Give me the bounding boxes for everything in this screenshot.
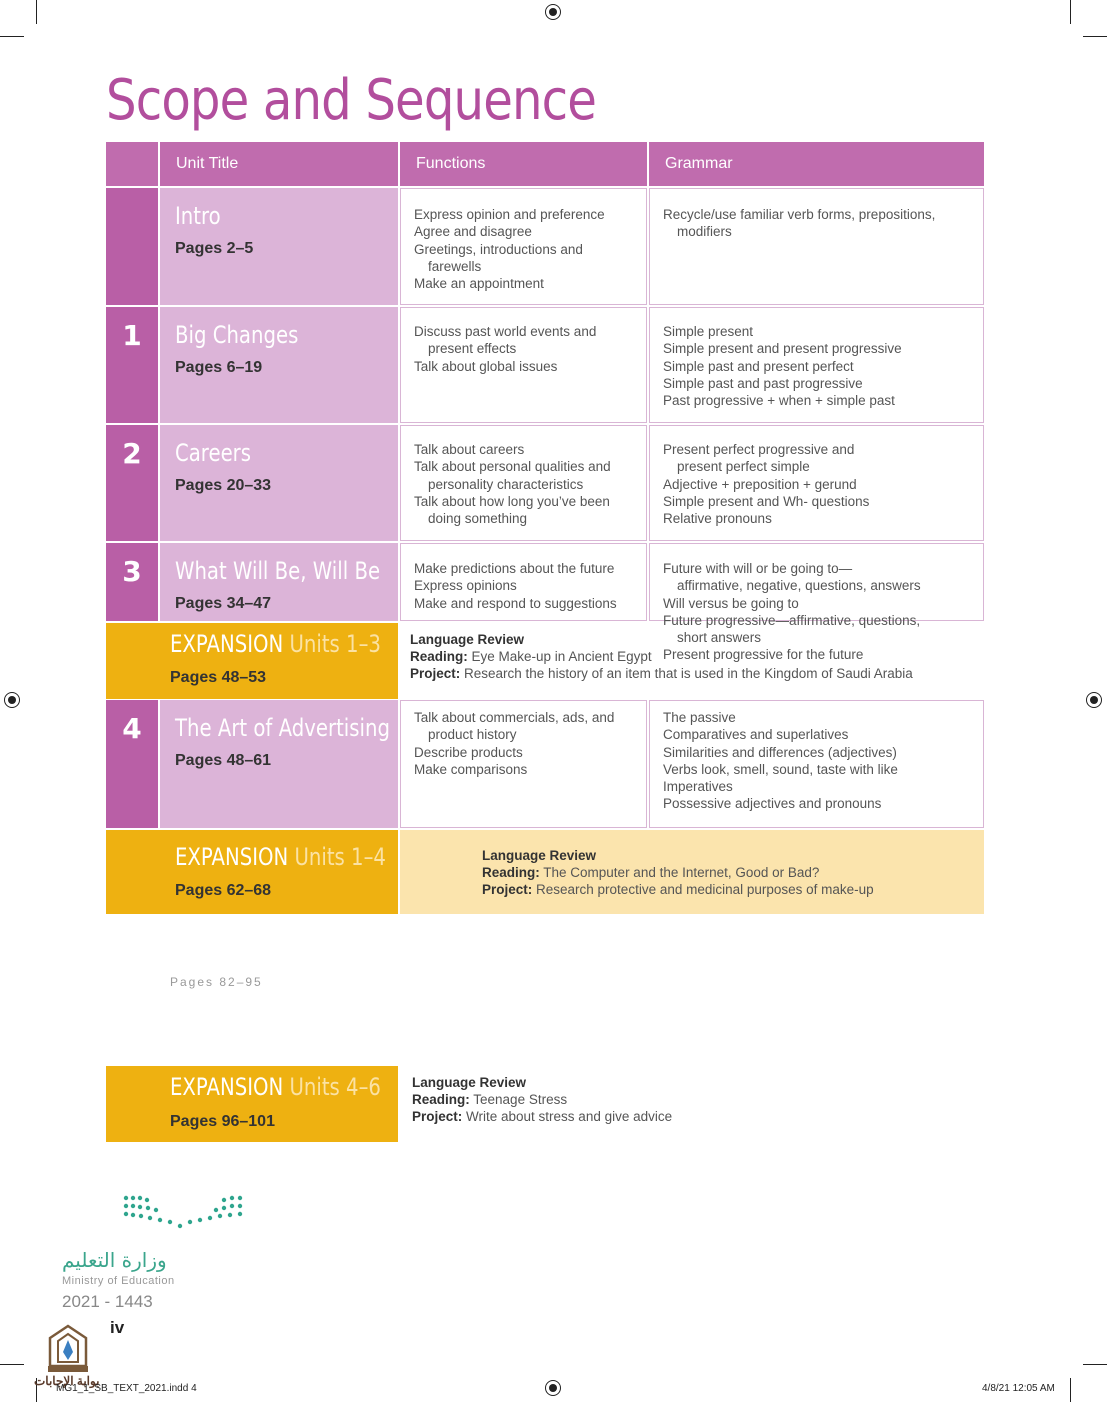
- expansion-project: [412, 1108, 672, 1125]
- expansion-title-bold: EXPANSION: [175, 843, 289, 871]
- footer-file: MG1_1_SB_TEXT_2021.indd 4: [56, 1383, 197, 1394]
- reading-text: The Computer and the Internet, Good or Bad?: [539, 865, 820, 880]
- language-review-label: Language Review: [482, 848, 597, 863]
- registration-mark-icon: [4, 692, 20, 708]
- watermark-text: بوابة الإجابات: [34, 1374, 100, 1388]
- function-item: Make predictions about the future: [414, 561, 615, 576]
- grammar-item: Possessive adjectives and pronouns: [663, 796, 882, 812]
- unit-number: 3: [122, 555, 142, 588]
- grammar-item: Comparatives and superlatives: [663, 727, 849, 743]
- project-label: Project:: [482, 882, 533, 897]
- header-grammar: Grammar: [649, 142, 984, 186]
- unit-pages: Pages 20–33: [175, 477, 272, 494]
- function-item: Talk about personal qualities and: [414, 459, 611, 475]
- expansion-reading: [412, 1091, 672, 1108]
- grammar-item: Simple present and present progressive: [663, 341, 902, 357]
- expansion-content: [482, 847, 874, 898]
- edition-year: 2021 - 1443: [62, 1292, 153, 1311]
- ministry-name-english: Ministry of Education: [62, 1275, 175, 1287]
- grammar-item: Verbs look, smell, sound, taste with like: [663, 761, 898, 777]
- crop-mark: [1070, 0, 1071, 24]
- function-item: personality characteristics: [428, 476, 584, 492]
- header-band: [106, 142, 158, 186]
- crop-mark: [1083, 36, 1107, 37]
- function-item: Talk about global issues: [414, 358, 558, 374]
- function-item: Make and respond to suggestions: [414, 595, 617, 611]
- grammar-list: [663, 323, 902, 409]
- unit-title: The Art of Advertising: [175, 714, 390, 742]
- grammar-item: Recycle/use familiar verb forms, prepositions,: [663, 207, 936, 222]
- grammar-item: Present progressive for the future: [663, 647, 864, 663]
- ministry-logo-icon: [120, 1192, 250, 1236]
- expansion-title: [170, 630, 381, 658]
- reading-label: Reading:: [412, 1092, 470, 1107]
- crop-mark: [0, 36, 24, 37]
- crop-mark: [1070, 1378, 1071, 1402]
- functions-list: [414, 709, 614, 778]
- function-item: present effects: [428, 341, 517, 357]
- expansion-language-review: [410, 631, 913, 648]
- page-title: Scope and Sequence: [106, 68, 597, 133]
- expansion-pages: Pages 96–101: [170, 1113, 275, 1130]
- function-item: Make an appointment: [414, 276, 544, 292]
- project-text: Research the history of an item that is used in the Kingdom of Saudi Arabia: [460, 666, 913, 681]
- reading-text: Teenage Stress: [469, 1092, 568, 1107]
- functions-list: [414, 441, 611, 527]
- grammar-item: The passive: [663, 710, 736, 725]
- unit-number: 4: [122, 712, 142, 745]
- grammar-list: [663, 709, 898, 813]
- expansion-title-units: Units 1–3: [283, 630, 381, 658]
- grammar-item: Simple present: [663, 324, 754, 339]
- unit-title: Big Changes: [175, 321, 299, 349]
- ministry-name-arabic: وزارة التعليم: [62, 1248, 167, 1272]
- grammar-item: Simple past and past progressive: [663, 375, 863, 391]
- grammar-item: Present perfect progressive and: [663, 442, 855, 457]
- grammar-item: Past progressive + when + simple past: [663, 393, 895, 409]
- grammar-item: Future progressive—affirmative, questions,: [663, 612, 921, 628]
- expansion-content: [412, 1074, 672, 1125]
- expansion-title: [175, 843, 386, 871]
- expansion-project: [482, 881, 874, 898]
- unit-number: 1: [122, 319, 142, 352]
- grammar-item: modifiers: [677, 224, 732, 240]
- function-item: Talk about how long you’ve been: [414, 493, 610, 509]
- project-label: Project:: [410, 666, 461, 681]
- grammar-item: present perfect simple: [677, 459, 810, 475]
- grammar-item: Imperatives: [663, 779, 733, 795]
- function-item: product history: [428, 727, 517, 743]
- unit-pages: Pages 2–5: [175, 240, 254, 257]
- unit-pages: Pages 34–47: [175, 595, 272, 612]
- function-item: Talk about commercials, ads, and: [414, 710, 615, 725]
- grammar-list: [663, 441, 869, 527]
- project-text: Research protective and medicinal purposes of make-up: [532, 882, 874, 897]
- function-item: Greetings, introductions and: [414, 241, 583, 257]
- language-review-label: Language Review: [412, 1075, 527, 1090]
- expansion-title-units: Units 1–4: [288, 843, 386, 871]
- function-item: Discuss past world events and: [414, 324, 597, 339]
- function-item: Agree and disagree: [414, 224, 532, 240]
- expansion-pages: Pages 62–68: [175, 882, 272, 899]
- grammar-item: short answers: [677, 630, 762, 646]
- ghost-unit-pages: Pages 82–95: [170, 975, 263, 989]
- unit-title: Careers: [175, 439, 252, 467]
- grammar-item: Simple present and Wh- questions: [663, 493, 870, 509]
- function-item: doing something: [428, 511, 528, 527]
- functions-list: [414, 206, 605, 292]
- expansion-title: [170, 1073, 381, 1101]
- expansion-project: [410, 665, 913, 682]
- reading-text: Eye Make-up in Ancient Egypt: [467, 649, 652, 664]
- reading-label: Reading:: [410, 649, 468, 664]
- function-item: Express opinions: [414, 578, 517, 594]
- registration-mark-icon: [545, 1380, 561, 1396]
- crop-mark: [36, 0, 37, 24]
- grammar-item: Future with will or be going to—: [663, 561, 853, 576]
- expansion-content: [410, 631, 913, 682]
- function-item: farewells: [428, 258, 482, 274]
- unit-pages: Pages 48–61: [175, 752, 272, 769]
- function-item: Express opinion and preference: [414, 207, 605, 222]
- unit-title: What Will Be, Will Be: [175, 557, 381, 585]
- function-item: Talk about careers: [414, 442, 525, 457]
- function-item: Describe products: [414, 744, 523, 760]
- unit-band: [106, 188, 158, 305]
- project-text: Write about stress and give advice: [462, 1109, 673, 1124]
- functions-list: [414, 323, 596, 375]
- watermark-emblem-icon: [46, 1324, 90, 1376]
- crop-mark: [0, 1364, 24, 1365]
- project-label: Project:: [412, 1109, 463, 1124]
- unit-number: 2: [122, 437, 142, 470]
- grammar-item: Similarities and differences (adjectives): [663, 744, 897, 760]
- header-functions: Functions: [400, 142, 647, 186]
- footer-date: 4/8/21 12:05 AM: [982, 1383, 1055, 1394]
- page-number: iv: [110, 1318, 125, 1337]
- registration-mark-icon: [545, 4, 561, 20]
- unit-pages: Pages 6–19: [175, 359, 263, 376]
- grammar-item: affirmative, negative, questions, answers: [677, 578, 921, 594]
- expansion-reading: [482, 864, 874, 881]
- expansion-pages: Pages 48–53: [170, 669, 267, 686]
- expansion-language-review: [482, 847, 874, 864]
- crop-mark: [1083, 1364, 1107, 1365]
- grammar-item: Adjective + preposition + gerund: [663, 476, 857, 492]
- grammar-list: [663, 206, 935, 241]
- reading-label: Reading:: [482, 865, 540, 880]
- function-item: Make comparisons: [414, 761, 528, 777]
- grammar-item: Simple past and present perfect: [663, 358, 854, 374]
- registration-mark-icon: [1086, 692, 1102, 708]
- functions-list: [414, 560, 617, 612]
- expansion-title-bold: EXPANSION: [170, 630, 284, 658]
- expansion-title-units: Units 4–6: [283, 1073, 381, 1101]
- unit-title: Intro: [175, 202, 221, 230]
- expansion-language-review: [412, 1074, 672, 1091]
- header-unit-title: Unit Title: [160, 142, 398, 186]
- expansion-title-bold: EXPANSION: [170, 1073, 284, 1101]
- expansion-reading: [410, 648, 913, 665]
- language-review-label: Language Review: [410, 632, 525, 647]
- grammar-item: Relative pronouns: [663, 511, 772, 527]
- grammar-item: Will versus be going to: [663, 595, 799, 611]
